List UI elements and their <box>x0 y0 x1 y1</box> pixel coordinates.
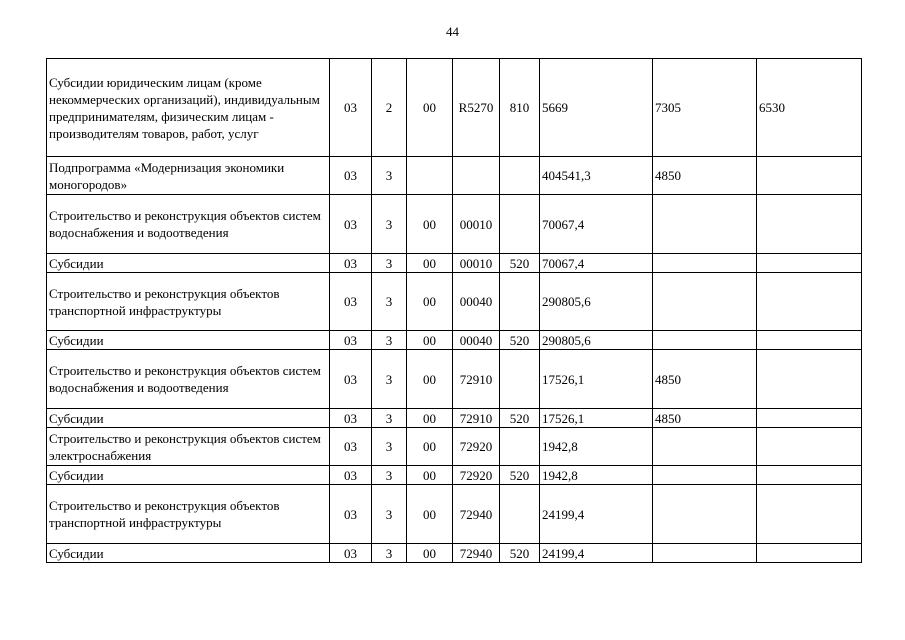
amount-1: 70067,4 <box>540 195 653 254</box>
code-subprogram: 3 <box>372 428 407 466</box>
code-section: 03 <box>330 428 372 466</box>
code-expense-type: 810 <box>500 59 540 157</box>
code-subprogram: 2 <box>372 59 407 157</box>
code-group: 00 <box>407 331 453 350</box>
amount-1: 24199,4 <box>540 485 653 544</box>
table-row <box>47 428 862 466</box>
amount-3 <box>757 195 862 254</box>
row-name: Строительство и реконструкция объектов систем электроснабжения <box>47 428 330 466</box>
code-article: 00010 <box>453 195 500 254</box>
row-name: Субсидии <box>47 331 330 350</box>
table-row <box>47 544 862 563</box>
code-group: 00 <box>407 466 453 485</box>
amount-1: 70067,4 <box>540 254 653 273</box>
amount-3 <box>757 157 862 195</box>
code-subprogram: 3 <box>372 409 407 428</box>
amount-2: 4850 <box>653 409 757 428</box>
code-section: 03 <box>330 544 372 563</box>
row-name: Подпрограмма «Модернизация экономики моногородов» <box>47 157 330 195</box>
code-section: 03 <box>330 350 372 409</box>
table-row <box>47 485 862 544</box>
code-subprogram: 3 <box>372 466 407 485</box>
table-row <box>47 409 862 428</box>
code-group: 00 <box>407 195 453 254</box>
amount-2 <box>653 544 757 563</box>
code-section: 03 <box>330 485 372 544</box>
row-name: Строительство и реконструкция объектов транспортной инфраструктуры <box>47 273 330 331</box>
code-group <box>407 157 453 195</box>
table-row <box>47 273 862 331</box>
code-subprogram: 3 <box>372 157 407 195</box>
amount-3 <box>757 331 862 350</box>
code-subprogram: 3 <box>372 273 407 331</box>
code-article: 00040 <box>453 331 500 350</box>
code-section: 03 <box>330 59 372 157</box>
amount-1: 404541,3 <box>540 157 653 195</box>
amount-1: 1942,8 <box>540 466 653 485</box>
code-group: 00 <box>407 59 453 157</box>
amount-3 <box>757 409 862 428</box>
amount-3 <box>757 350 862 409</box>
code-subprogram: 3 <box>372 544 407 563</box>
table-row <box>47 331 862 350</box>
code-article: 00040 <box>453 273 500 331</box>
amount-1: 17526,1 <box>540 409 653 428</box>
code-article: 72940 <box>453 485 500 544</box>
code-subprogram: 3 <box>372 485 407 544</box>
code-expense-type <box>500 485 540 544</box>
code-expense-type: 520 <box>500 331 540 350</box>
code-article: 72910 <box>453 409 500 428</box>
code-expense-type <box>500 195 540 254</box>
amount-1: 290805,6 <box>540 273 653 331</box>
code-article: 72920 <box>453 428 500 466</box>
row-name: Субсидии <box>47 254 330 273</box>
code-subprogram: 3 <box>372 350 407 409</box>
amount-2 <box>653 331 757 350</box>
table-row <box>47 254 862 273</box>
amount-2 <box>653 466 757 485</box>
code-expense-type <box>500 428 540 466</box>
amount-3: 6530 <box>757 59 862 157</box>
code-expense-type <box>500 157 540 195</box>
page-number: 44 <box>446 24 459 39</box>
code-article: 00010 <box>453 254 500 273</box>
code-expense-type <box>500 273 540 331</box>
code-group: 00 <box>407 254 453 273</box>
table-row <box>47 59 862 157</box>
amount-1: 5669 <box>540 59 653 157</box>
code-expense-type: 520 <box>500 544 540 563</box>
budget-table <box>46 58 862 563</box>
table-row <box>47 157 862 195</box>
code-group: 00 <box>407 485 453 544</box>
code-section: 03 <box>330 254 372 273</box>
code-subprogram: 3 <box>372 331 407 350</box>
code-expense-type: 520 <box>500 254 540 273</box>
row-name: Строительство и реконструкция объектов систем водоснабжения и водоотведения <box>47 350 330 409</box>
row-name: Субсидии юридическим лицам (кроме некоммерческих организаций), индивидуальным предпринимателям, физическим лицам - производителям товаров, работ, услуг <box>47 59 330 157</box>
code-expense-type: 520 <box>500 409 540 428</box>
code-group: 00 <box>407 544 453 563</box>
amount-2 <box>653 428 757 466</box>
row-name: Строительство и реконструкция объектов систем водоснабжения и водоотведения <box>47 195 330 254</box>
code-article: 72920 <box>453 466 500 485</box>
amount-3 <box>757 254 862 273</box>
amount-2 <box>653 273 757 331</box>
table-row <box>47 195 862 254</box>
amount-2: 4850 <box>653 157 757 195</box>
amount-1: 17526,1 <box>540 350 653 409</box>
code-group: 00 <box>407 273 453 331</box>
code-article: R5270 <box>453 59 500 157</box>
amount-2: 4850 <box>653 350 757 409</box>
code-expense-type: 520 <box>500 466 540 485</box>
row-name: Субсидии <box>47 409 330 428</box>
code-article: 72910 <box>453 350 500 409</box>
row-name: Субсидии <box>47 466 330 485</box>
code-group: 00 <box>407 350 453 409</box>
code-article: 72940 <box>453 544 500 563</box>
code-subprogram: 3 <box>372 254 407 273</box>
code-group: 00 <box>407 409 453 428</box>
code-section: 03 <box>330 157 372 195</box>
amount-2 <box>653 195 757 254</box>
code-section: 03 <box>330 409 372 428</box>
amount-3 <box>757 544 862 563</box>
code-subprogram: 3 <box>372 195 407 254</box>
amount-3 <box>757 466 862 485</box>
code-section: 03 <box>330 195 372 254</box>
amount-3 <box>757 428 862 466</box>
amount-2 <box>653 254 757 273</box>
table-row <box>47 466 862 485</box>
amount-3 <box>757 485 862 544</box>
amount-2: 7305 <box>653 59 757 157</box>
amount-3 <box>757 273 862 331</box>
amount-1: 290805,6 <box>540 331 653 350</box>
code-section: 03 <box>330 273 372 331</box>
code-expense-type <box>500 350 540 409</box>
code-article <box>453 157 500 195</box>
code-section: 03 <box>330 331 372 350</box>
row-name: Субсидии <box>47 544 330 563</box>
code-group: 00 <box>407 428 453 466</box>
code-section: 03 <box>330 466 372 485</box>
amount-2 <box>653 485 757 544</box>
amount-1: 24199,4 <box>540 544 653 563</box>
row-name: Строительство и реконструкция объектов транспортной инфраструктуры <box>47 485 330 544</box>
amount-1: 1942,8 <box>540 428 653 466</box>
table-row <box>47 350 862 409</box>
